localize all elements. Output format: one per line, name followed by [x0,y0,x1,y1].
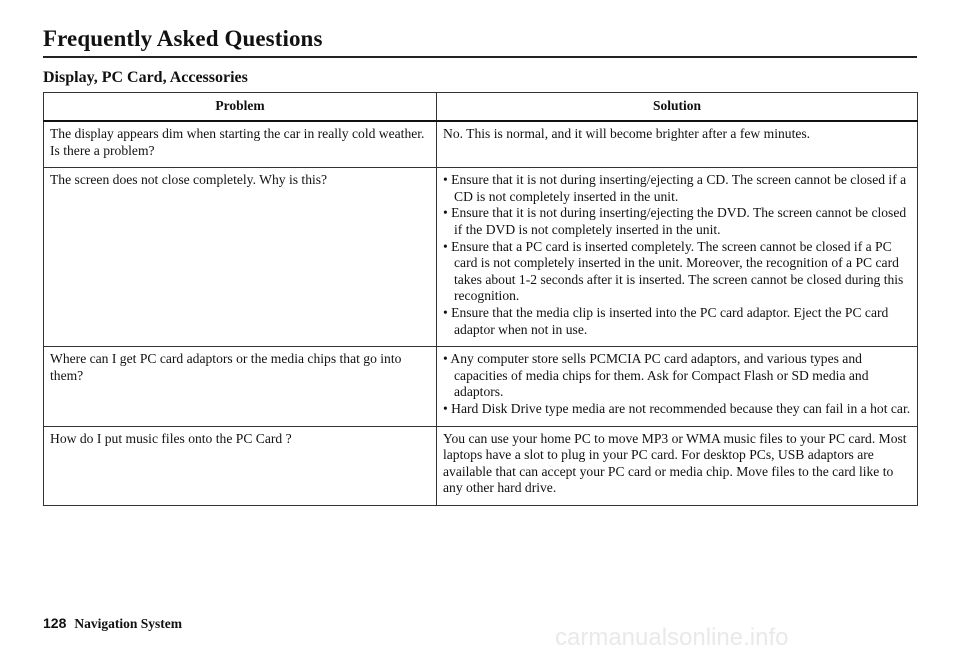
solution-cell: No. This is normal, and it will become brighter after a few minutes. [437,121,918,168]
table-row [44,347,918,426]
solution-bullet: • Ensure that a PC card is inserted completely. The screen cannot be closed if a PC card is not completely inserted in the unit. Moreover, the recognition of a PC card takes about 1-2 seconds after it is inserted. The screen cannot be closed during this recognition. [443,238,904,304]
solution-bullet: • Any computer store sells PCMCIA PC card adaptors, and various types and capacities of media chips for them. Ask for Compact Flash or SD media and adaptors. [443,351,869,400]
column-header-problem: Problem [44,93,437,122]
problem-cell: Where can I get PC card adaptors or the media chips that go into them? [44,347,437,426]
column-header-solution: Solution [437,93,918,122]
solution-bullet: • Hard Disk Drive type media are not recommended because they can fail in a hot car. [443,400,911,416]
title-rule [43,56,917,58]
solution-bullet: • Ensure that the media clip is inserted into the PC card adaptor. Eject the PC card adaptor when not in use. [443,304,889,337]
table-row [44,168,918,347]
solution-bullet: • Ensure that it is not during inserting/ejecting the DVD. The screen cannot be closed if the DVD is not completely inserted in the unit. [443,205,907,237]
page-number: 128 [43,615,67,631]
footer-label: Navigation System [74,616,182,631]
table-header-row [44,93,918,122]
solution-bullet: • Ensure that it is not during inserting/ejecting a CD. The screen cannot be closed if a CD is not completely inserted in the unit. [443,172,907,204]
solution-bullet-list [443,351,911,417]
table-row [44,121,918,168]
table-row [44,426,918,505]
solution-cell [437,347,918,426]
solution-cell: You can use your home PC to move MP3 or WMA music files to your PC card. Most laptops have a slot to plug in your PC card. For desktop PCs, USB adaptors are available that can accept your PC card or media chip. Move files to the card like to any other hard drive. [437,426,918,505]
problem-cell: The display appears dim when starting the car in really cold weather. Is there a problem? [44,121,437,168]
solution-cell [437,168,918,347]
page-title: Frequently Asked Questions [43,26,323,51]
problem-cell: The screen does not close completely. Why is this? [44,168,437,347]
watermark: carmanualsonline.info [555,624,789,651]
faq-table [43,92,918,506]
section-title: Display, PC Card, Accessories [43,69,248,86]
problem-cell: How do I put music files onto the PC Card ? [44,426,437,505]
solution-bullet-list [443,172,911,338]
page-footer [43,614,182,634]
